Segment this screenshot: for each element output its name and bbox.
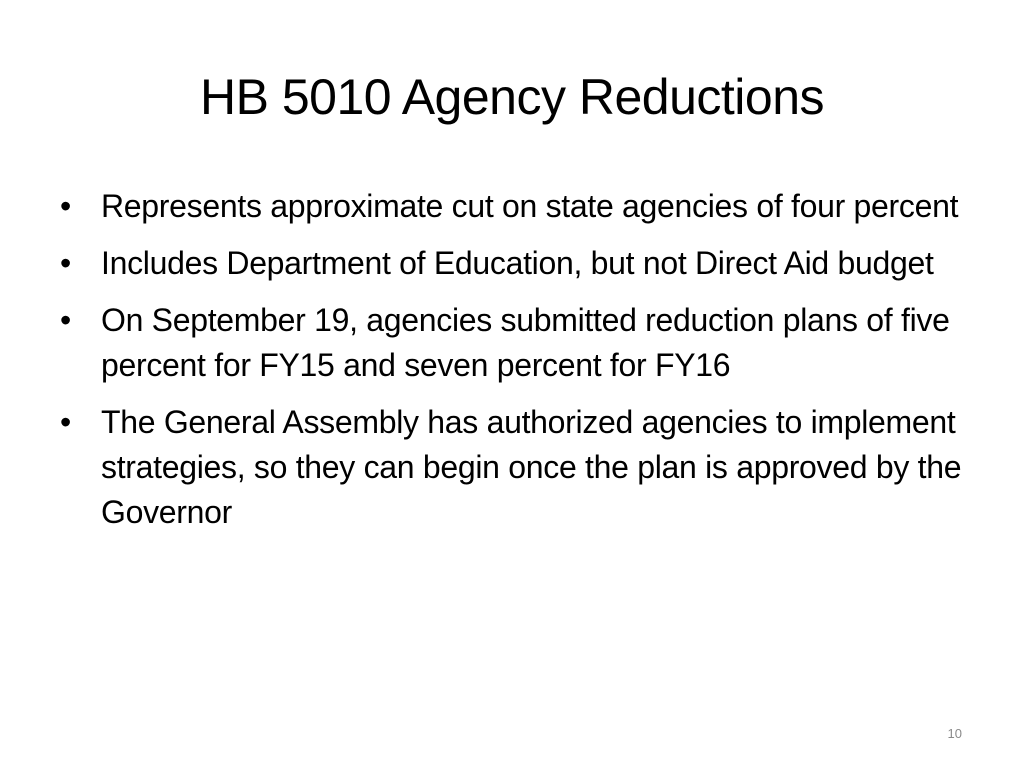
bullet-item: [60, 241, 972, 286]
bullet-item: [60, 298, 972, 388]
bullet-dot-icon: •: [60, 302, 71, 338]
bullet-text: On September 19, agencies submitted reduction plans of five percent for FY15 and seven percent for FY16: [101, 302, 950, 383]
bullet-item: [60, 400, 972, 535]
slide-title: HB 5010 Agency Reductions: [199, 69, 825, 125]
bullet-dot-icon: •: [60, 188, 71, 224]
bullet-text: Includes Department of Education, but not Direct Aid budget: [101, 245, 934, 281]
bullet-dot-icon: •: [60, 404, 71, 440]
bullet-text: The General Assembly has authorized agencies to implement strategies, so they can begin once the plan is approved by the Governor: [101, 404, 962, 530]
bullet-item: [60, 184, 972, 229]
slide-number: 10: [947, 726, 962, 741]
bullet-text: Represents approximate cut on state agencies of four percent: [101, 188, 959, 224]
bullet-dot-icon: •: [60, 245, 71, 281]
bullet-list: [60, 184, 972, 547]
